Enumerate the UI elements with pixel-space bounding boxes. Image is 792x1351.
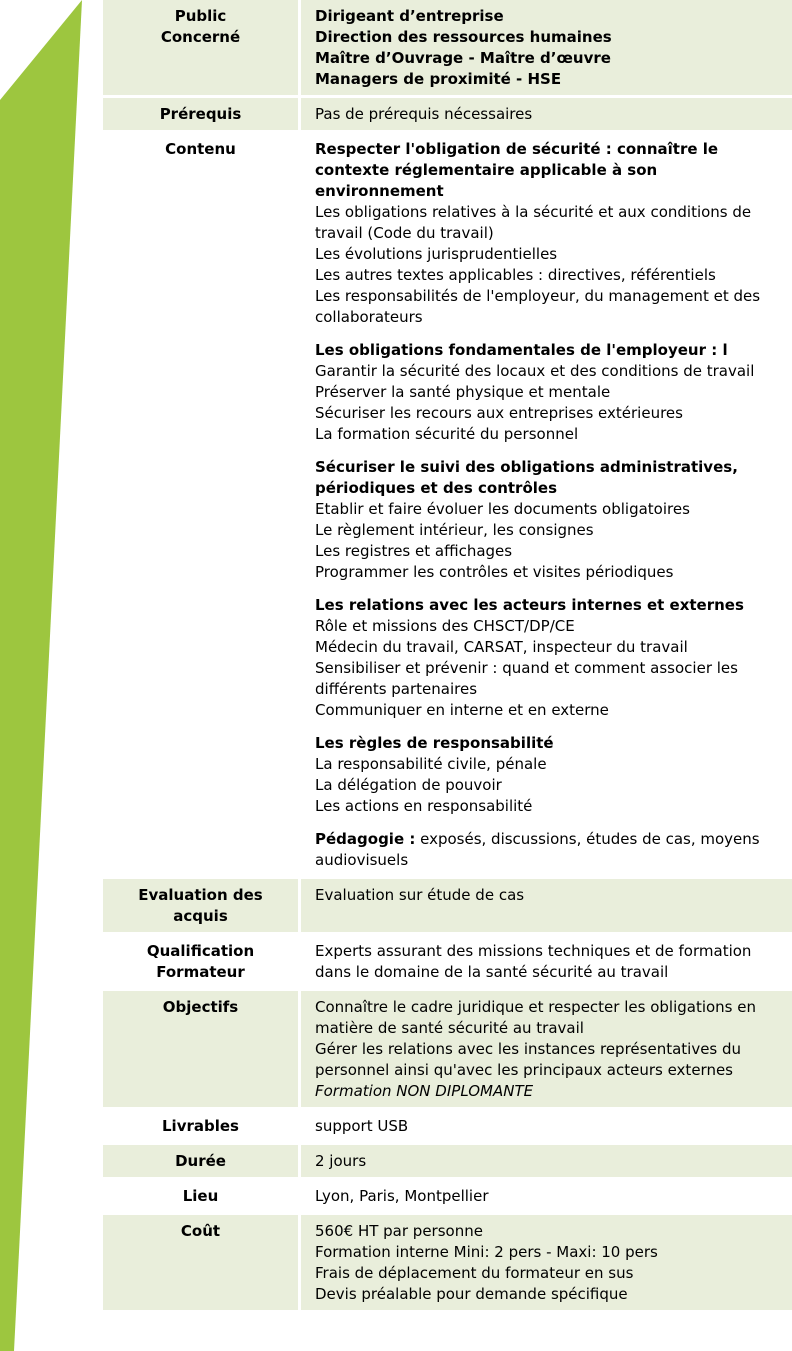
value-text: Experts assurant des missions techniques et de formation dans le domaine de la santé sécurité au travail [315, 942, 752, 981]
value-text: 2 jours [315, 1152, 367, 1170]
table-row [103, 991, 792, 1107]
section-item: Les registres et affichages [315, 542, 513, 560]
table-row [103, 133, 792, 876]
section-item: Les évolutions jurisprudentielles [315, 245, 558, 263]
row-value [298, 1215, 792, 1310]
table-row [103, 935, 792, 988]
section-item: Programmer les contrôles et visites périodiques [315, 563, 674, 581]
row-label-line: Coût [180, 1222, 221, 1240]
section-item: Sensibiliser et prévenir : quand et comment associer les différents partenaires [315, 659, 738, 698]
green-stripe-shape [0, 0, 82, 1351]
value-line: Dirigeant d’entreprise [315, 7, 504, 25]
table-row [103, 879, 792, 932]
content-section [315, 595, 788, 721]
row-label [103, 1215, 298, 1310]
content-section [315, 340, 788, 445]
section-item: La formation sécurité du personnel [315, 425, 579, 443]
green-sidebar-decoration [0, 0, 100, 1351]
row-label [103, 98, 298, 130]
value-line: Connaître le cadre juridique et respecter les obligations en matière de santé sécurité au travail [315, 998, 756, 1037]
value-text: Pas de prérequis nécessaires [315, 105, 533, 123]
row-label [103, 133, 298, 876]
table-row [103, 98, 792, 130]
row-label [103, 991, 298, 1107]
row-label [103, 1145, 298, 1177]
section-item: Rôle et missions des CHSCT/DP/CE [315, 617, 575, 635]
row-value [298, 0, 792, 95]
row-label-line: acquis [173, 907, 228, 925]
value-text: support USB [315, 1117, 409, 1135]
row-label-line: Objectifs [162, 998, 239, 1016]
section-item: Etablir et faire évoluer les documents obligatoires [315, 500, 690, 518]
row-label-line: Evaluation des [138, 886, 263, 904]
section-item: La responsabilité civile, pénale [315, 755, 547, 773]
section-item: Sécuriser les recours aux entreprises extérieures [315, 404, 683, 422]
row-label-line: Lieu [182, 1187, 219, 1205]
row-label-line: Qualification [146, 942, 255, 960]
content-section [315, 457, 788, 583]
section-heading: Les règles de responsabilité [315, 734, 554, 752]
section-item: Communiquer en interne et en externe [315, 701, 609, 719]
value-line: Managers de proximité - HSE [315, 70, 562, 88]
table-row [103, 0, 792, 95]
section-item: Garantir la sécurité des locaux et des conditions de travail [315, 362, 755, 380]
table-row [103, 1145, 792, 1177]
value-text: Lyon, Paris, Montpellier [315, 1187, 489, 1205]
section-item: Les responsabilités de l'employeur, du management et des collaborateurs [315, 287, 761, 326]
row-value [298, 879, 792, 932]
content-section [315, 733, 788, 817]
row-label-line: Contenu [165, 140, 236, 158]
section-item: Les autres textes applicables : directives, référentiels [315, 266, 716, 284]
value-text: Evaluation sur étude de cas [315, 886, 525, 904]
value-line: 560€ HT par personne [315, 1222, 483, 1240]
section-item: La délégation de pouvoir [315, 776, 502, 794]
value-line: Maître d’Ouvrage - Maître d’œuvre [315, 49, 611, 67]
value-line: Direction des ressources humaines [315, 28, 612, 46]
row-label [103, 879, 298, 932]
row-value [298, 991, 792, 1107]
table-row [103, 1215, 792, 1310]
section-heading: Respecter l'obligation de sécurité : connaître le contexte réglementaire applicable à son environnement [315, 140, 719, 200]
value-line: Formation interne Mini: 2 pers - Maxi: 10 pers [315, 1243, 658, 1261]
section-heading: Sécuriser le suivi des obligations administratives, périodiques et des contrôles [315, 458, 738, 497]
section-heading: Les relations avec les acteurs internes et externes [315, 596, 744, 614]
table-row [103, 1110, 792, 1142]
row-label-line: Formateur [156, 963, 245, 981]
content-section [315, 139, 788, 328]
row-label [103, 935, 298, 988]
section-item: Le règlement intérieur, les consignes [315, 521, 594, 539]
row-label-line: Durée [175, 1152, 226, 1170]
section-item: Préserver la santé physique et mentale [315, 383, 611, 401]
row-value [298, 1145, 792, 1177]
row-value [298, 98, 792, 130]
section-item: Les obligations relatives à la sécurité et aux conditions de travail (Code du travail) [315, 203, 752, 242]
row-label-line: Livrables [162, 1117, 239, 1135]
row-value [298, 1180, 792, 1212]
pedagogy-text: exposés, discussions, études de cas, moyens audiovisuels [315, 830, 765, 869]
pedagogy-section [315, 829, 788, 871]
section-item: Les actions en responsabilité [315, 797, 533, 815]
row-value [298, 1110, 792, 1142]
value-line: Devis préalable pour demande spécifique [315, 1285, 628, 1303]
row-label [103, 0, 298, 95]
row-value [298, 133, 792, 876]
row-label-line: Concerné [160, 28, 241, 46]
row-label [103, 1180, 298, 1212]
value-line: Gérer les relations avec les instances représentatives du personnel ainsi qu'avec les principaux acteurs externes [315, 1040, 742, 1079]
table-row [103, 1180, 792, 1212]
row-value [298, 935, 792, 988]
training-info-table [103, 0, 792, 1313]
section-item: Médecin du travail, CARSAT, inspecteur du travail [315, 638, 688, 656]
value-italic-note: Formation NON DIPLOMANTE [315, 1082, 534, 1100]
value-line: Frais de déplacement du formateur en sus [315, 1264, 634, 1282]
pedagogy-label: Pédagogie : [315, 830, 416, 848]
row-label-line: Public [174, 7, 227, 25]
section-heading: Les obligations fondamentales de l'employeur : l [315, 341, 728, 359]
row-label-line: Prérequis [159, 105, 242, 123]
row-label [103, 1110, 298, 1142]
